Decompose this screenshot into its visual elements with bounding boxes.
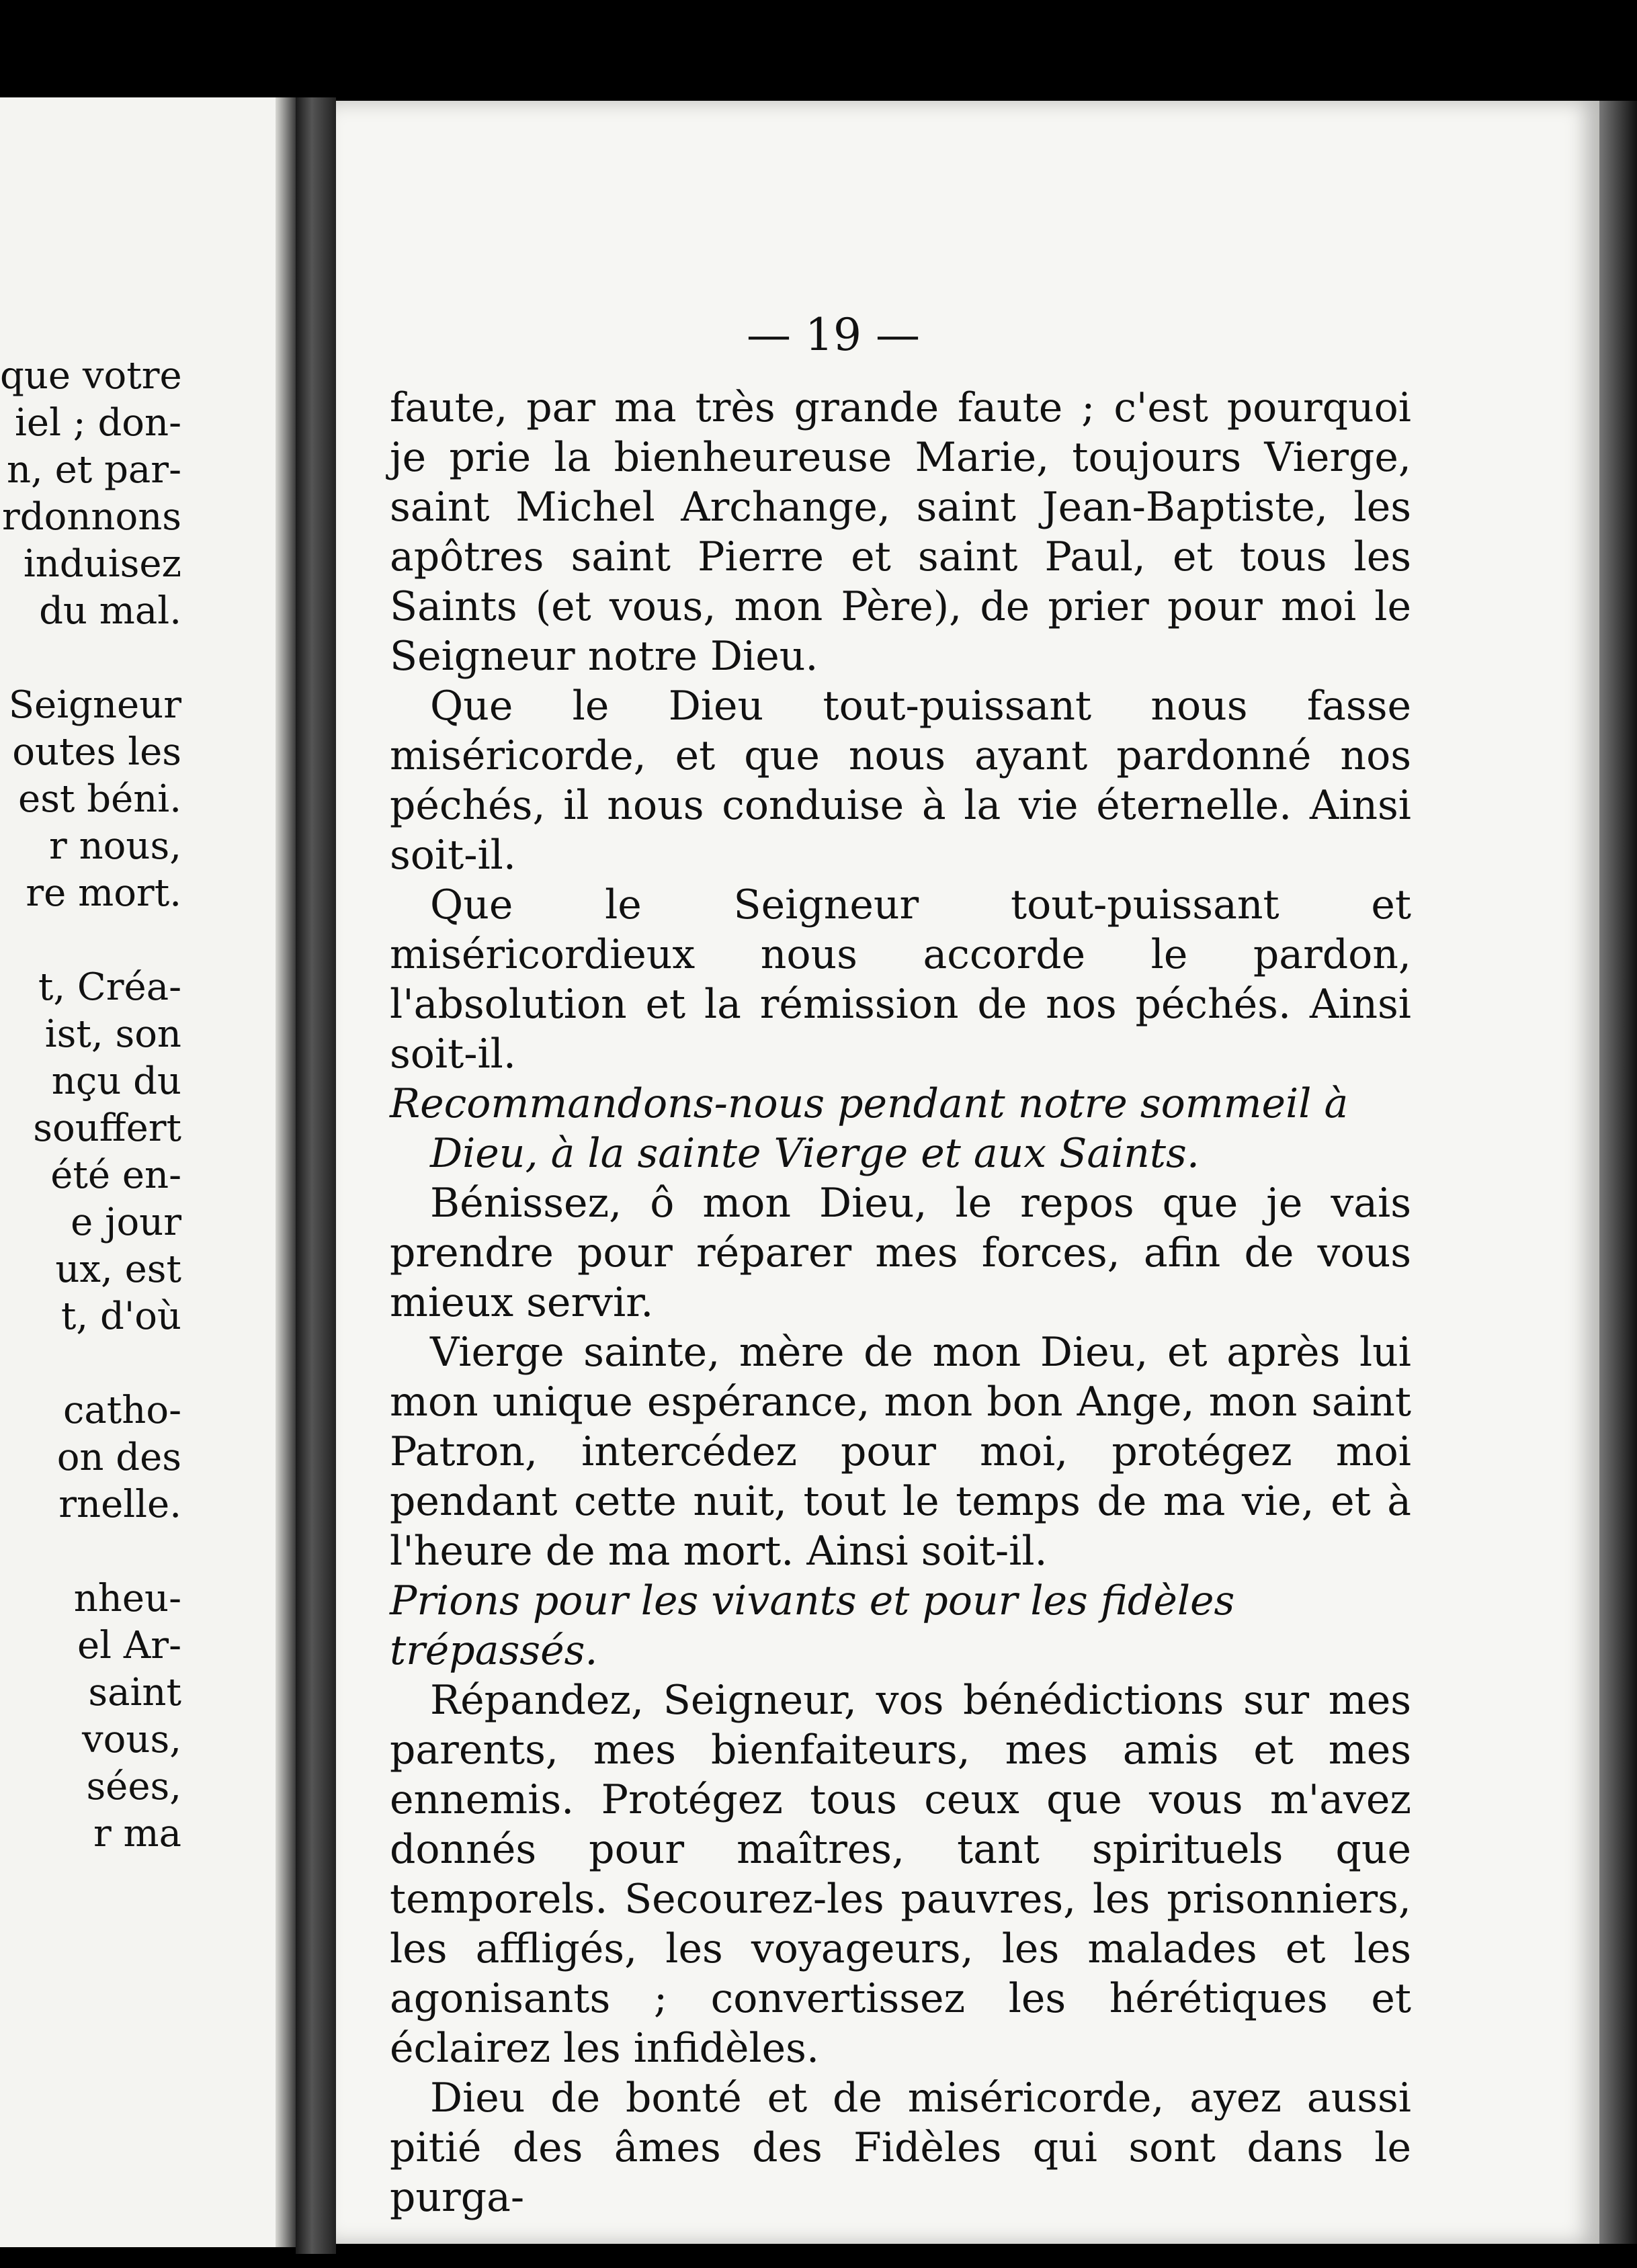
- page-body-text: [390, 383, 1411, 2222]
- line-gap: [0, 635, 181, 682]
- paragraph: Bénissez, ô mon Dieu, le repos que je vais prendre pour réparer mes forces, afin de vous mieux servir.: [390, 1180, 1411, 1326]
- paragraph: Que le Seigneur tout-puissant et miséricordieux nous accorde le pardon, l'absolution et la rémission de nos péchés. Ainsi soit-il.: [390, 881, 1411, 1078]
- paragraph: Que le Dieu tout-puissant nous fasse miséricorde, et que nous ayant pardonné nos péchés, il nous conduise à la vie éternelle. Ainsi soit-il.: [390, 683, 1411, 879]
- facing-page-line: ist, son: [44, 1012, 181, 1056]
- section-heading: Dieu, à la sainte Vierge et aux Saints.: [430, 1130, 1200, 1177]
- section-heading: Recommandons-nous pendant notre sommeil à: [390, 1080, 1349, 1127]
- line-gap: [0, 917, 181, 964]
- page-number: — 19 —: [747, 309, 920, 361]
- facing-page-line: el Ar-: [77, 1624, 181, 1667]
- facing-page-line: été en-: [50, 1153, 181, 1197]
- facing-page-line: t, Créa-: [38, 965, 181, 1009]
- paragraph: Dieu de bonté et de miséricorde, ayez aussi pitié des âmes des Fidèles qui sont dans le purga-: [390, 2075, 1411, 2221]
- facing-page-line: nheu-: [73, 1577, 181, 1620]
- facing-page-line: re mort.: [26, 871, 181, 915]
- facing-page-line: r nous,: [49, 824, 181, 868]
- facing-page-line: Seigneur: [8, 683, 181, 727]
- paragraph: Vierge sainte, mère de mon Dieu, et après lui mon unique espérance, mon bon Ange, mon saint Patron, intercédez pour moi, protégez moi pendant cette nuit, tout le temps de ma vie, et à l'heure de ma mort. Ainsi soit-il.: [390, 1329, 1411, 1575]
- facing-page-line: n, et par-: [6, 448, 181, 492]
- facing-page-line: catho-: [63, 1389, 181, 1432]
- facing-page-line: sées,: [86, 1765, 181, 1808]
- facing-page-line: nçu du: [51, 1059, 181, 1103]
- facing-page-line: ux, est: [55, 1248, 181, 1291]
- facing-page-line: vous,: [82, 1718, 181, 1761]
- page-19: [336, 101, 1599, 2244]
- facing-page-fragment: [0, 97, 296, 2247]
- facing-page-line: e jour: [71, 1201, 181, 1244]
- line-gap: [0, 1340, 181, 1387]
- facing-page-line: rdonnons: [2, 495, 181, 539]
- paragraph: faute, par ma très grande faute ; c'est pourquoi je prie la bienheureuse Marie, toujours Vierge, saint Michel Archange, saint Jean-Baptiste, les apôtres saint Pierre et saint Paul, et tous les Saints (et vous, mon Père), de prier pour moi le Seigneur notre Dieu.: [390, 384, 1411, 680]
- paragraph: Répandez, Seigneur, vos bénédictions sur mes parents, mes bienfaiteurs, mes amis et mes ennemis. Protégez tous ceux que vous m'avez donnés pour maîtres, tant spirituels que temporels. Secourez-les pauvres, les prisonniers, les affligés, les voyageurs, les malades et les agonisants ; convertissez les hérétiques et éclairez les infidèles.: [390, 1677, 1411, 2072]
- facing-page-line: souffert: [33, 1106, 181, 1150]
- facing-page-line: on des: [56, 1436, 181, 1479]
- book-gutter: [296, 97, 336, 2254]
- facing-page-line: est béni.: [18, 777, 181, 821]
- facing-page-line: du mal.: [39, 589, 181, 633]
- facing-page-line: saint: [88, 1671, 181, 1714]
- facing-page-line: iel ; don-: [15, 401, 181, 445]
- facing-page-text: [0, 353, 181, 1858]
- facing-page-line: induisez: [23, 542, 181, 586]
- facing-page-line: rnelle.: [58, 1483, 181, 1526]
- page-edge-shadow: [1599, 101, 1637, 2244]
- facing-page-line: outes les: [12, 730, 181, 774]
- page-shadow: [276, 97, 296, 2247]
- facing-page-line: r ma: [93, 1812, 181, 1856]
- facing-page-line: t, d'où: [60, 1295, 181, 1338]
- section-heading: Prions pour les vivants et pour les fidèles trépassés.: [390, 1577, 1235, 1674]
- facing-page-line: que votre: [0, 354, 182, 398]
- line-gap: [0, 1528, 181, 1575]
